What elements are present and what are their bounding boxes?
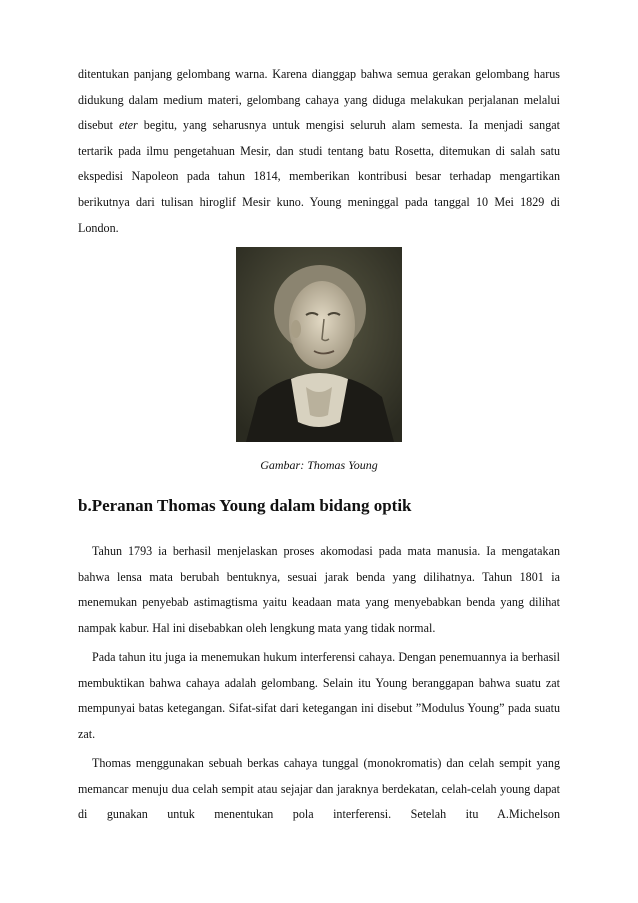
paragraph-2-text: Pada tahun itu juga ia menemukan hukum interferensi cahaya. Dengan penemuannya ia berhasil membuktikan bahwa cahaya adalah gelombang. Selain itu Young beranggapan bahwa suatu zat mempunyai batas ketegangan. Sifat-sifat dari ketegangan ini disebut ”Modulus Young” pada suatu zat.	[78, 650, 560, 741]
paragraph-2	[78, 645, 560, 747]
intro-text: ditentukan panjang gelombang warna. Karena dianggap bahwa semua gerakan gelombang harus didukung dalam medium materi, gelombang cahaya yang diduga melakukan perjalanan melalui disebut eter begitu, yang seharusnya untuk mengisi seluruh alam semesta. Ia menjadi sangat tertarik pada ilmu pengetahuan Mesir, dan studi tentang batu Rosetta, ditemukan di salah satu ekspedisi Napoleon pada tahun 1814, memberikan kontribusi besar terhadap mengartikan berikutnya dari tulisan hiroglif Mesir kuno. Young meninggal pada tanggal 10 Mei 1829 di London.	[78, 67, 561, 235]
paragraph-3	[78, 751, 560, 828]
paragraph-3-text: Thomas menggunakan sebuah berkas cahaya tunggal (monokromatis) dan celah sempit yang memancar menuju dua celah sempit atau sejajar dan jaraknya berdekatan, celah-celah young dapat di gunakan untuk menentukan pola interferensi. Setelah itu A.Michelson	[78, 756, 560, 822]
intro-paragraph	[78, 62, 560, 241]
thomas-young-portrait	[236, 247, 402, 442]
paragraph-1	[78, 539, 560, 641]
figure-caption: Gambar: Thomas Young	[260, 458, 378, 472]
paragraph-1-text: Tahun 1793 ia berhasil menjelaskan proses akomodasi pada mata manusia. Ia mengatakan bahwa lensa mata berubah bentuknya, sesuai jarak benda yang dilihatnya. Tahun 1801 ia menemukan penyebab astimagtisma yaitu keadaan mata yang menyebabkan benda yang dilihat nampak kabur. Hal ini disebabkan oleh lengkung mata yang tidak normal.	[78, 544, 560, 635]
eter-term: eter	[118, 118, 138, 133]
section-heading: b.Peranan Thomas Young dalam bidang optik	[78, 496, 412, 515]
